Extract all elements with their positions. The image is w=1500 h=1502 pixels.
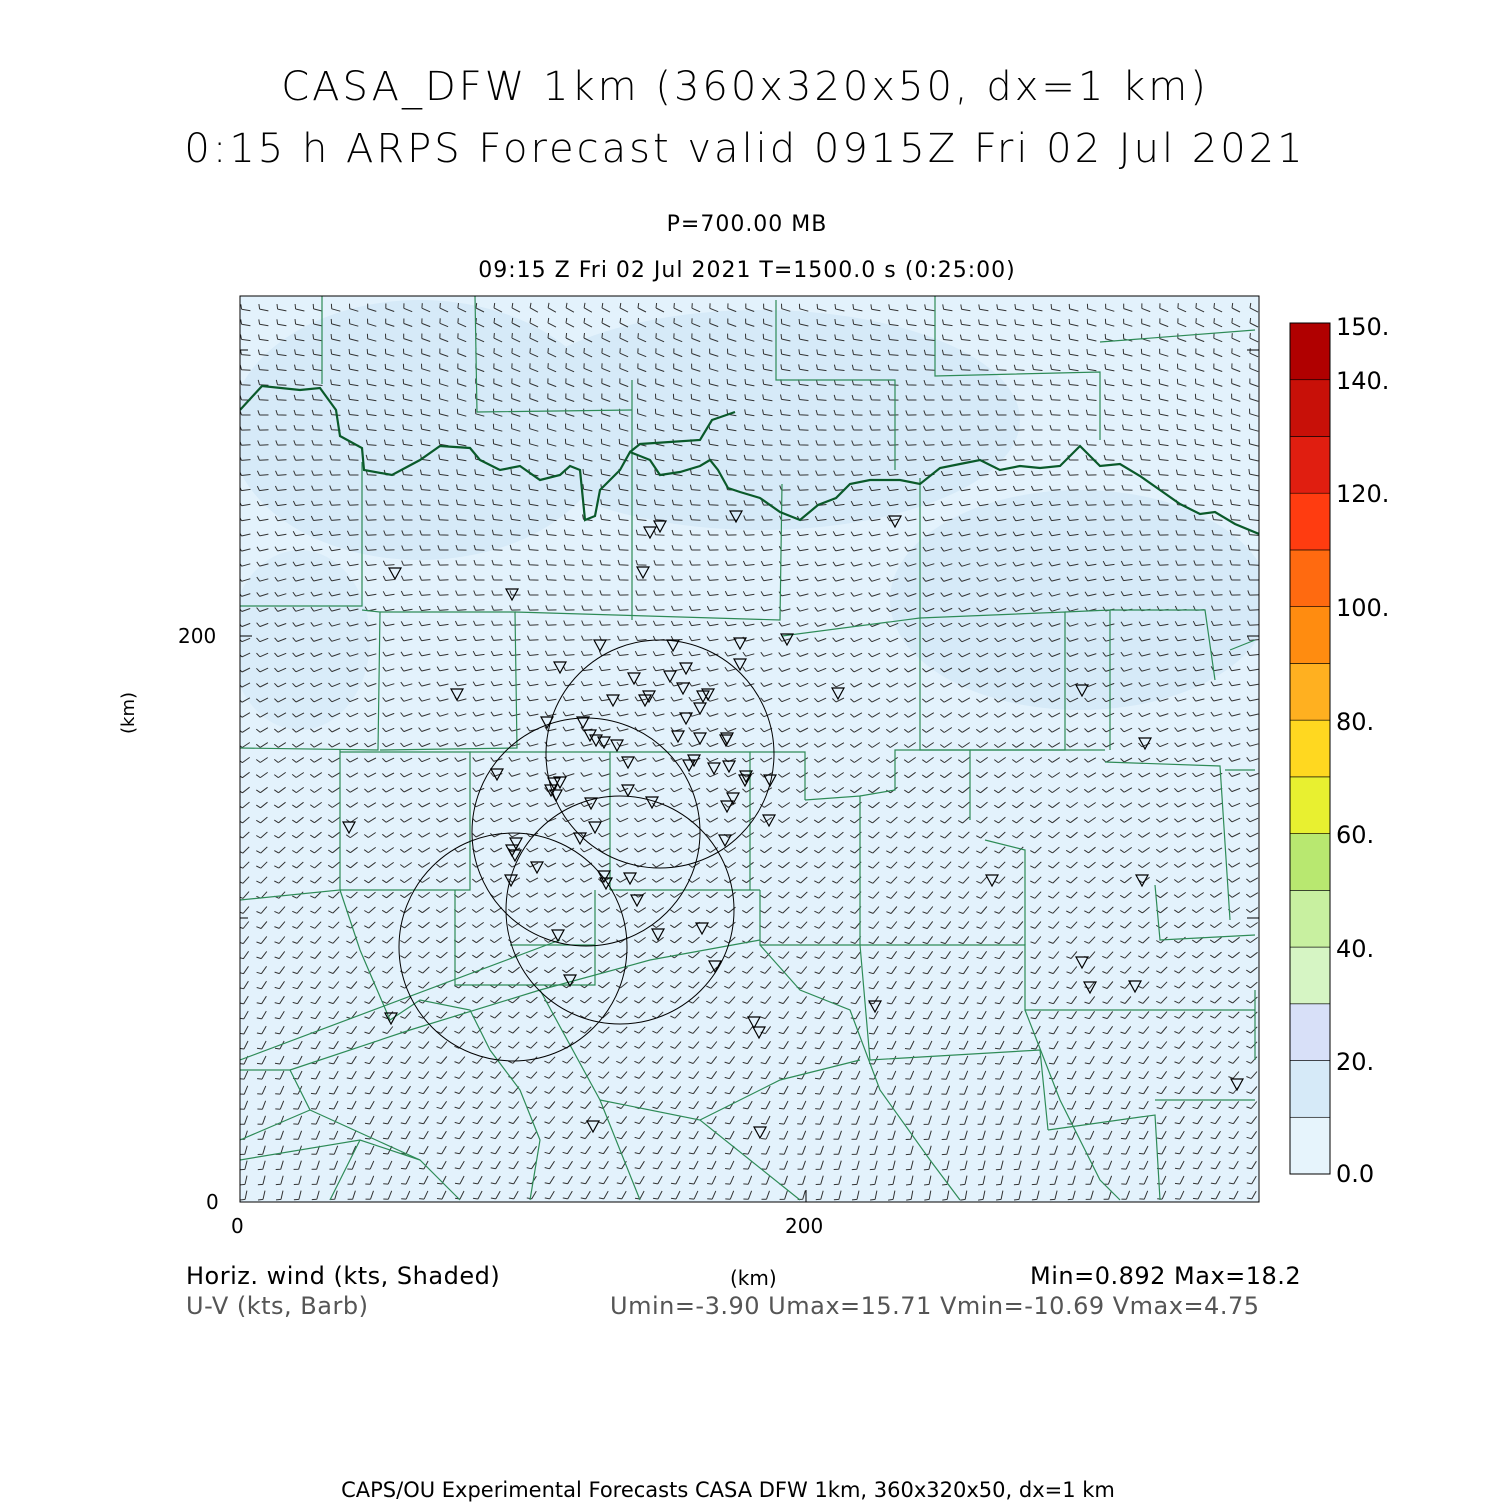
shade-patch [890,490,1270,710]
colorbar-label: 100. [1336,594,1390,622]
x-tick-200: 200 [785,1214,824,1238]
colorbar-label: 60. [1336,821,1375,849]
colorbar-segment [1290,380,1330,437]
y-tick-200: 200 [178,624,217,648]
y-tick-0: 0 [206,1190,219,1214]
min-max-stats: Min=0.892 Max=18.2 [1030,1262,1302,1290]
colorbar-label: 40. [1336,935,1375,963]
credit-footer: CAPS/OU Experimental Forecasts CASA DFW 1km, 360x320x50, dx=1 km [341,1478,1115,1502]
colorbar-label: 80. [1336,708,1375,736]
colorbar-segment [1290,947,1330,1004]
colorbar-label: 120. [1336,480,1390,508]
y-axis-label: (km) [118,691,139,734]
colorbar-label: 140. [1336,367,1390,395]
x-tick-0: 0 [231,1214,244,1238]
colorbar [1290,323,1330,1174]
colorbar-segment [1290,1117,1330,1174]
colorbar-label: 0.0 [1336,1160,1375,1188]
valid-time: 09:15 Z Fri 02 Jul 2021 T=1500.0 s (0:25:00) [478,258,1016,283]
colorbar-segment [1290,777,1330,834]
colorbar-segment [1290,436,1330,493]
pressure-level: P=700.00 MB [666,212,828,237]
colorbar-label: 150. [1336,313,1390,341]
colorbar-segment [1290,890,1330,947]
colorbar-segment [1290,607,1330,664]
colorbar-label: 20. [1336,1048,1375,1076]
colorbar-segment [1290,550,1330,607]
x-axis-label: (km) [730,1266,777,1290]
colorbar-segment [1290,493,1330,550]
forecast-title: 0:15 h ARPS Forecast valid 0915Z Fri 02 Jul 2021 [184,126,1306,172]
barb-field-label: U-V (kts, Barb) [186,1292,369,1320]
colorbar-segment [1290,323,1330,380]
colorbar-segment [1290,663,1330,720]
colorbar-segment [1290,834,1330,891]
colorbar-segment [1290,1004,1330,1061]
colorbar-segment [1290,720,1330,777]
colorbar-segment [1290,1061,1330,1118]
uv-stats: Umin=-3.90 Umax=15.71 Vmin=-10.69 Vmax=4.75 [610,1292,1260,1320]
main-title: CASA_DFW 1km (360x320x50, dx=1 km) [281,64,1209,110]
shaded-field-label: Horiz. wind (kts, Shaded) [186,1262,501,1290]
